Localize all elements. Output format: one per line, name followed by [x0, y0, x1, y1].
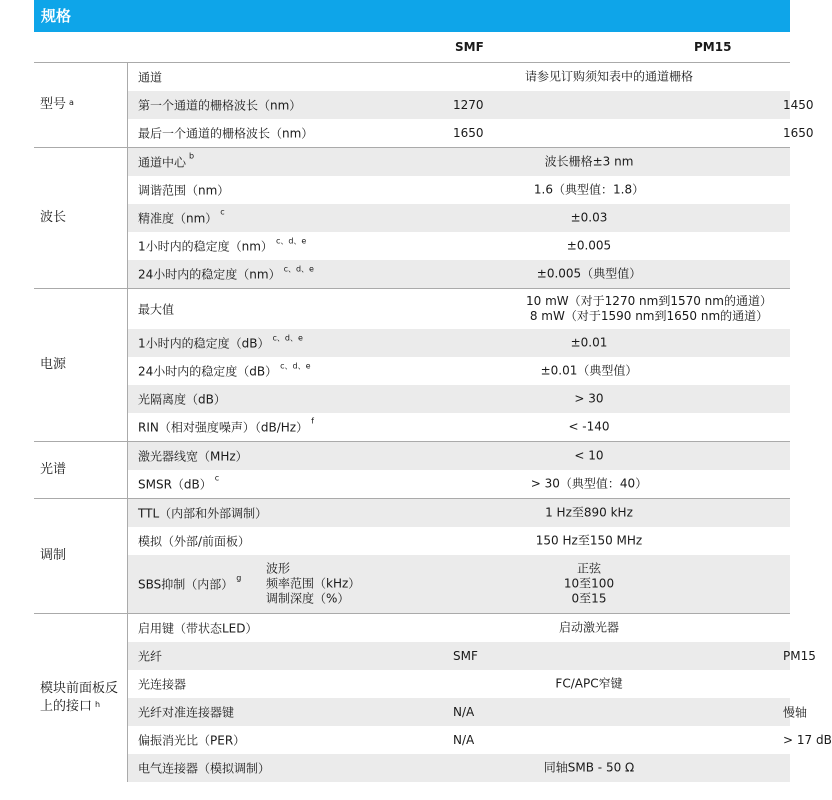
row-label: 通道中心 $^b$: [138, 151, 195, 170]
column-header-row: [34, 32, 790, 63]
table-row: [128, 442, 790, 470]
table-row: [128, 232, 790, 260]
table-row: [128, 91, 814, 119]
row-label: TTL（内部和外部调制）: [138, 506, 268, 521]
row-label: 偏振消光比（PER）: [138, 733, 246, 748]
table-row: [128, 555, 790, 613]
row-label: RIN（相对强度噪声）（dB/Hz） $^f$: [138, 416, 314, 435]
group-name-wavelength: 波长: [34, 148, 128, 288]
table-row: [128, 726, 832, 754]
group-name-modulation: 调制: [34, 499, 128, 613]
table-row: [128, 176, 790, 204]
group-power: [34, 289, 790, 442]
table-row: [128, 527, 790, 555]
row-value: 150 Hz至150 MHz: [535, 533, 643, 548]
row-label: 光连接器: [138, 677, 187, 692]
row-value: 1.6（典型值：1.8）: [533, 182, 645, 197]
row-value: 同轴SMB - 50 Ω: [543, 760, 635, 775]
row-label: 通道: [138, 70, 163, 85]
row-value: 1 Hz至890 kHz: [545, 505, 633, 520]
row-value-pm15: 1650: [783, 126, 814, 140]
row-value: > 30（典型值：40）: [530, 476, 648, 491]
row-value-smf: 1270: [453, 98, 484, 112]
row-value: FC/APC窄键: [555, 676, 623, 691]
column-header-pm15: PM15: [694, 40, 732, 54]
row-value-pm15: 慢轴: [783, 705, 808, 720]
group-interfaces: [34, 614, 832, 782]
group-name-interfaces: 模块前面板反 上的接口 $^h$: [34, 614, 128, 782]
table-row: [128, 614, 790, 642]
row-value: ±0.005（典型值）: [536, 266, 642, 281]
row-label: 最大值: [138, 302, 175, 317]
row-label: 光纤: [138, 649, 163, 664]
row-value: < 10: [574, 448, 604, 463]
table-row: [128, 357, 790, 385]
section-title: 规格: [34, 0, 790, 32]
group-name-power: 电源: [34, 289, 128, 441]
row-label: 启用键（带状态LED）: [138, 621, 258, 636]
row-label: 精准度（nm） $^c$: [138, 207, 225, 226]
table-row: [128, 204, 790, 232]
row-value-pm15: 1450: [783, 98, 814, 112]
row-value-pm15: > 17 dB: [783, 733, 832, 747]
table-row: [128, 385, 790, 413]
table-row: [128, 698, 808, 726]
row-sublabels: 波形 频率范围（kHz） 调制深度（%）: [266, 561, 361, 606]
row-label: SMSR（dB） $^c$: [138, 473, 220, 492]
row-label: 光纤对准连接器键: [138, 705, 235, 720]
row-value: ±0.03: [570, 210, 608, 225]
row-value: 启动激光器: [558, 620, 619, 635]
column-header-smf: SMF: [455, 40, 484, 54]
row-value: 正弦 10至100 0至15: [563, 561, 615, 606]
row-value: 10 mW（对于1270 nm到1570 nm的通道） 8 mW（对于1590 nm到1650 nm的通道）: [526, 294, 772, 323]
group-modulation: [34, 499, 790, 614]
row-value: 请参见订购须知表中的通道栅格: [524, 69, 693, 84]
row-value-pm15: PM15: [783, 649, 816, 663]
group-model: [34, 63, 814, 148]
table-row: [128, 642, 816, 670]
row-label: 模拟（外部/前面板）: [138, 534, 251, 549]
group-wavelength: [34, 148, 790, 289]
table-row: [128, 329, 790, 357]
row-label: 第一个通道的栅格波长（nm）: [138, 98, 302, 113]
row-value-smf: 1650: [453, 126, 484, 140]
row-label: 电气连接器（模拟调制）: [138, 761, 271, 776]
row-value-smf: N/A: [453, 705, 475, 719]
row-label: 1小时内的稳定度（dB） $^{c、d、e}$: [138, 333, 303, 351]
row-label: 1小时内的稳定度（nm） $^{c、d、e}$: [138, 236, 307, 254]
row-value: > 30: [574, 391, 604, 406]
row-label: 24小时内的稳定度（nm） $^{c、d、e}$: [138, 264, 314, 282]
table-row: [128, 260, 790, 288]
row-label: 最后一个通道的栅格波长（nm）: [138, 126, 314, 141]
group-spectrum: [34, 442, 790, 499]
row-value-smf: SMF: [453, 649, 478, 663]
row-value: ±0.01（典型值）: [540, 363, 638, 378]
table-row: [128, 499, 790, 527]
table-row: [128, 119, 814, 147]
row-value: ±0.01: [570, 335, 608, 350]
table-row: [128, 289, 790, 329]
group-name-model: 型号 $^a$: [34, 63, 128, 147]
table-row: [128, 63, 790, 91]
table-row: [128, 413, 790, 441]
table-row: [128, 148, 790, 176]
group-name-spectrum: 光谱: [34, 442, 128, 498]
table-row: [128, 754, 790, 782]
row-label: 调谐范围（nm）: [138, 183, 230, 198]
row-value: ±0.005: [566, 238, 612, 253]
row-label: 24小时内的稳定度（dB） $^{c、d、e}$: [138, 361, 311, 379]
table-row: [128, 670, 790, 698]
row-label: 光隔离度（dB）: [138, 392, 226, 407]
row-value: < -140: [568, 419, 610, 434]
row-value-smf: N/A: [453, 733, 475, 747]
row-label: SBS抑制（内部） $^g$: [138, 573, 242, 592]
row-label: 激光器线宽（MHz）: [138, 449, 248, 464]
row-value: 波长栅格±3 nm: [544, 154, 634, 169]
table-row: [128, 470, 790, 498]
